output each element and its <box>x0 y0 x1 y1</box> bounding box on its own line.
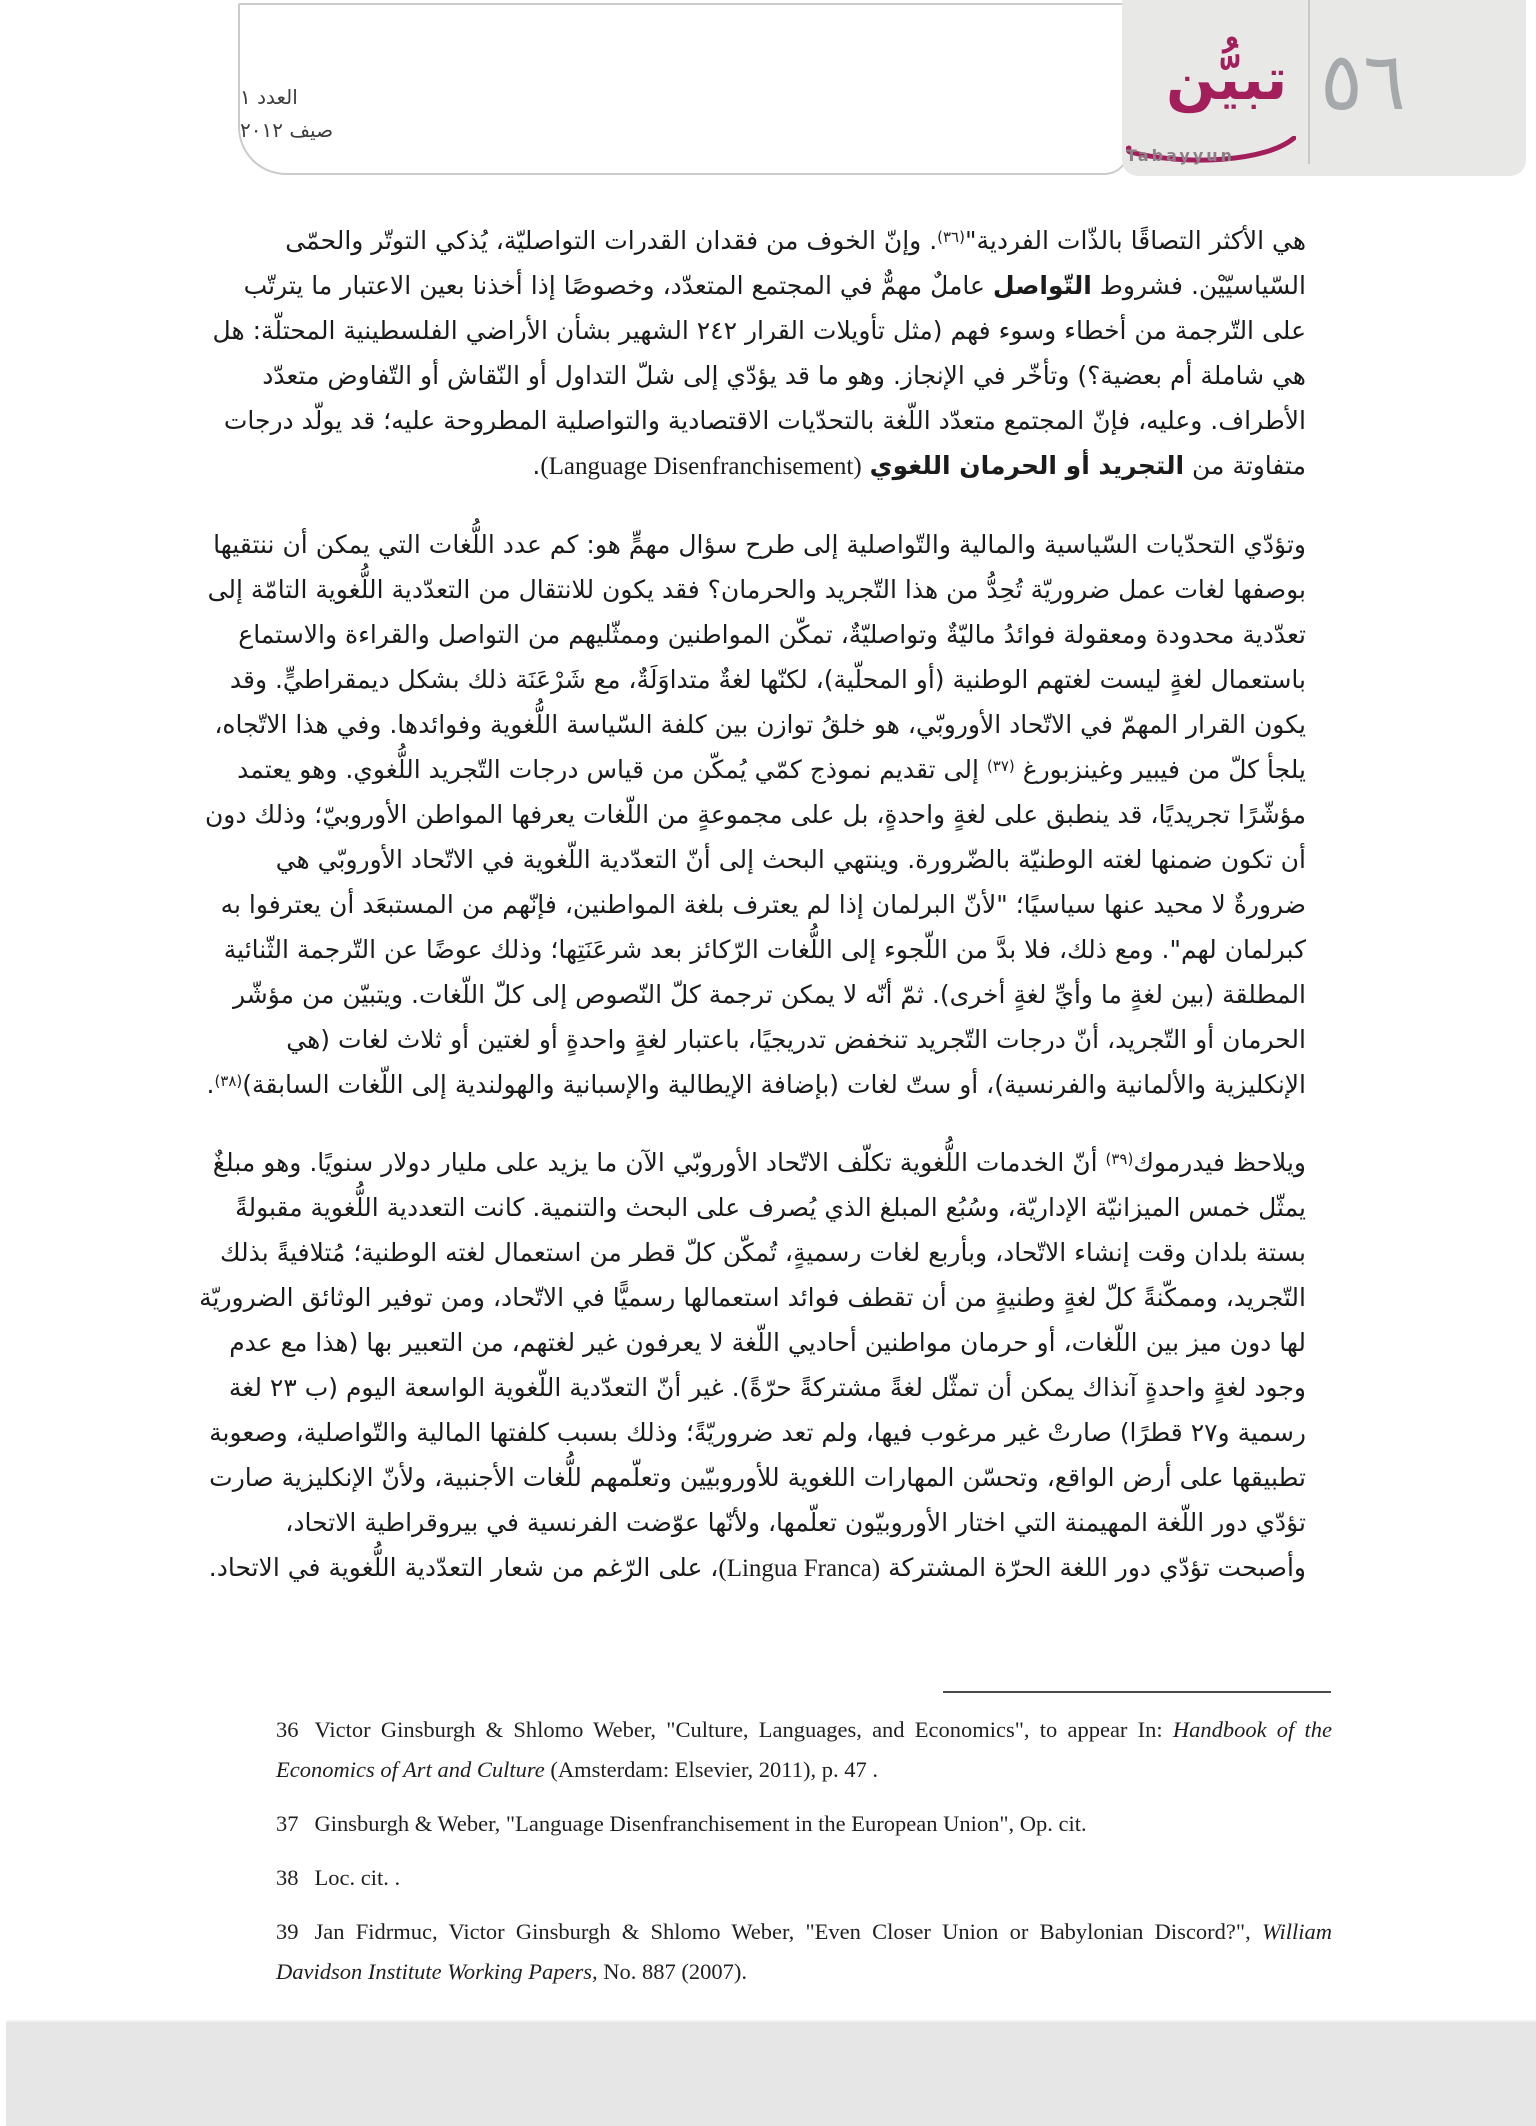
tabayyun-logo-latin: Tabayyun <box>1126 146 1236 165</box>
footnote-item <box>276 1710 1332 1790</box>
text-segment: (٣٦) <box>937 228 965 246</box>
issue-meta <box>240 81 372 147</box>
text-segment: (٣٧) <box>986 757 1015 775</box>
text-segment: No. 887 (2007). <box>597 1959 748 1984</box>
issue-label: العدد ١ <box>240 85 298 109</box>
text-segment: (Language Disenfranchisement) <box>540 453 862 480</box>
brand-panel <box>1122 0 1526 176</box>
season-label: صيف ٢٠١٢ <box>240 118 334 142</box>
text-segment: أنّ الخدمات اللُّغوية تكلّف الاتّحاد الأوروبّي الآن ما يزيد على مليار دولار سنويًا. وهو مبلغٌ يمثّل خمس الميزانيّة الإداريّة، وسُبُع المبلغ الذي يُصرف على البحث والتنمية. كانت التعددية اللُّغوية مقبولةً بستة بلدان وقت إنشاء الاتّحاد، وبأربع لغات رسميةٍ، تُمكّن كلّ قطر من استعمال لغته الوطنية؛ مُتلافيةً بذلك التّجريد، وممكّنةً كلّ لغةٍ وطنيةٍ من أن تقطف فوائد استعمالها رسميًّا في الاتّحاد، ومن توفير الوثائق الضروريّة لها دون ميز بين اللّغات، أو حرمان مواطنين أحاديي اللّغة لا يعرفون غير لغتهم، من التعبير بها (هذا مع عدم وجود لغةٍ واحدةٍ آنذاك يمكن أن تمثّل لغةً مشتركةً حرّةً). غير أنّ التعدّدية اللّغوية الواسعة اليوم (ب ٢٣ لغة رسمية و٢٧ قطرًا) صارتْ غير مرغوب فيها، ولم تعد ضروريّةً؛ وذلك بسبب كلفتها المالية والتّواصلية، وصعوبة تطبيقها على أرض الواقع، وتحسّن المهارات اللغوية للأوروبيّين وتعلّمهم للُّغات الأجنبية، ولأنّ الإنكليزية صارت تؤدّي دور اللّغة المهيمنة التي اختار الأوروبيّون تعلّمها، ولأنّها عوّضت الفرنسية في بيروقراطية الاتحاد، وأصبحت تؤدّي دور اللغة الحرّة المشتركة <box>199 1148 1306 1582</box>
text-segment: (٣٩) <box>1105 1150 1134 1168</box>
footnote-item <box>276 1912 1332 1992</box>
text-segment: Handbook of the Economics of Art and Culture <box>276 1717 1332 1782</box>
bottom-band <box>6 2020 1536 2126</box>
footnote-item <box>276 1858 1332 1898</box>
footnote-number: 39 <box>276 1919 299 1944</box>
body-paragraph <box>196 218 1306 489</box>
footnote-number: 37 <box>276 1811 299 1836</box>
text-segment: عاملٌ مهمٌّ في المجتمع المتعدّد، وخصوصًا إذا أخذنا بعين الاعتبار ما يترتّب على التّرجمة من أخطاء وسوء فهم (مثل تأويلات القرار ٢٤٢ الشهير بشأن الأراضي الفلسطينية المحتلّة: هل هي شاملة أم بعضية؟) وتأخّر في الإنجاز. وهو ما قد يؤدّي إلى شلّ التداول أو النّقاش أو التّفاوض متعدّد الأطراف. وعليه، فإنّ المجتمع متعدّد اللّغة بالتحدّيات الاقتصادية والتواصلية المطروحة عليه؛ قد يولّد درجات متفاوتة من <box>212 271 1306 480</box>
text-segment: (Amsterdam: Elsevier, 2011), p. 47 . <box>544 1757 878 1782</box>
text-segment: التجريد أو الحرمان اللغوي <box>869 451 1185 480</box>
tabayyun-logo-arabic: تبيُّن <box>1166 45 1288 113</box>
text-segment: Loc. cit. . <box>314 1865 401 1890</box>
text-segment: Ginsburgh & Weber, "Language Disenfranchisement in the European Union", Op. cit. <box>314 1811 1087 1836</box>
text-segment <box>862 451 870 480</box>
text-segment: ، على الرّغم من شعار التعدّدية اللُّغوية في الاتحاد. <box>208 1553 719 1582</box>
body-paragraph <box>196 1140 1306 1591</box>
footnote-number: 36 <box>276 1717 299 1742</box>
footnotes-section <box>276 1710 1332 2006</box>
text-segment: Jan Fidrmuc, Victor Ginsburgh & Shlomo Weber, "Even Closer Union or Babylonian Discord?", <box>314 1919 1262 1944</box>
panel-divider <box>1308 0 1310 164</box>
text-segment: (Lingua Franca) <box>718 1555 881 1582</box>
page-number: ٥٦ <box>1320 35 1406 128</box>
text-segment: . <box>206 1070 215 1099</box>
text-segment: وتؤدّي التحدّيات السّياسية والمالية والتّواصلية إلى طرح سؤال مهمٍّ هو: كم عدد اللُّغات التي يمكن أن ننتقيها بوصفها لغات عمل ضروريّة تُحِدُّ من هذا التّجريد والحرمان؟ فقد يكون للانتقال من التعدّدية اللُّغوية التامّة إلى تعدّدية محدودة ومعقولة فوائدُ ماليّةٌ وتواصليّةٌ، تمكّن المواطنين وممثّليهم من التواصل والقراءة والاستماع باستعمال لغةٍ ليست لغتهم الوطنية (أو المحلّية)، لكنّها لغةٌ متداوَلَةٌ، مع شَرْعَنَة ذلك بشكل ديمقراطيٍّ. وقد يكون القرار المهمّ في الاتّحاد الأوروبّي، هو خلقُ توازن بين كلفة السّياسة اللُّغوية وفوائدها. وفي هذا الاتّجاه، يلجأ كلّ من فيبير وغينزبورغ <box>207 530 1306 784</box>
text-segment: (٣٨) <box>214 1072 243 1090</box>
article-body <box>196 218 1306 1683</box>
body-paragraph <box>196 522 1306 1107</box>
footnote-separator <box>943 1691 1331 1693</box>
text-segment: . <box>532 451 541 480</box>
text-segment: Victor Ginsburgh & Shlomo Weber, "Culture, Languages, and Economics", to appear In: <box>314 1717 1173 1742</box>
text-segment: ويلاحظ فيدرموك <box>1133 1148 1306 1177</box>
text-segment: هي الأكثر التصاقًا بالذّات الفردية" <box>964 226 1306 255</box>
footnote-number: 38 <box>276 1865 299 1890</box>
text-segment: William Davidson Institute Working Papers, <box>276 1919 1332 1984</box>
text-segment: . وإنّ الخوف من فقدان القدرات التواصليّة، يُذكي التوتّر والحمّى السّياسيّيْن. فشروط <box>285 226 1306 300</box>
header-card <box>238 3 1130 175</box>
footnote-item <box>276 1804 1332 1844</box>
text-segment: التّواصل <box>992 271 1092 300</box>
text-segment: إلى تقديم نموذج كمّي يُمكّن من قياس درجات التّجريد اللُّغوي. وهو يعتمد مؤشّرًا تجريديًا، قد ينطبق على لغةٍ واحدةٍ، بل على مجموعةٍ من اللّغات يعرفها المواطن الأوروبيّ؛ وذلك دون أن تكون ضمنها لغته الوطنيّة بالضّرورة. وينتهي البحث إلى أنّ التعدّدية اللّغوية في الاتّحاد الأوروبّي هي ضرورةٌ لا محيد عنها سياسيًا؛ "لأنّ البرلمان إذا لم يعترف بلغة المواطنين، فإنّهم من المستبعَد أن يعترفوا به كبرلمان لهم". ومع ذلك، فلا بدَّ من اللّجوء إلى اللُّغات الرّكائز بعد شرعَنَتِها؛ وذلك عوضًا عن التّرجمة الثّنائية المطلقة (بين لغةٍ ما وأيِّ لغةٍ أخرى). ثمّ أنّه لا يمكن ترجمة كلّ النّصوص إلى كلّ اللّغات. ويتبيّن من مؤشّر الحرمان أو التّجريد، أنّ درجات التّجريد تنخفض تدريجيًا، باعتبار لغةٍ واحدةٍ أو لغتين أو ثلاث لغات (هي الإنكليزية والألمانية والفرنسية)، أو ستّ لغات (بإضافة الإيطالية والإسبانية والهولندية إلى اللّغات السابقة) <box>204 755 1306 1099</box>
